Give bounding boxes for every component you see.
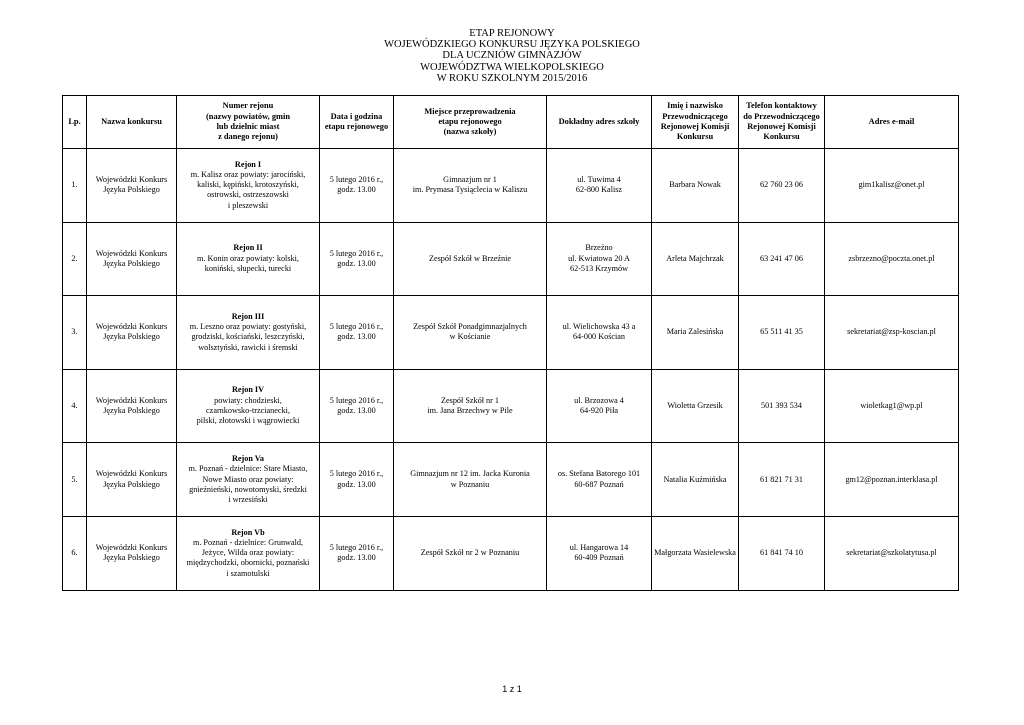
cell-lp: 1.	[63, 149, 87, 223]
cell-adres: Brzeźno ul. Kwiatowa 20 A 62-513 Krzymów	[547, 222, 652, 296]
cell-nazwa: Wojewódzki Konkurs Języka Polskiego	[87, 149, 177, 223]
header-telefon: Telefon kontaktowy do Przewodniczącego Rejonowej Komisji Konkursu	[739, 96, 825, 149]
cell-data: 5 lutego 2016 r., godz. 13.00	[320, 222, 394, 296]
cell-miejsce: Zespół Szkół w Brzeźnie	[394, 222, 547, 296]
cell-imie: Małgorzata Wasielewska	[652, 516, 739, 590]
cell-imie: Barbara Nowak	[652, 149, 739, 223]
contest-table	[62, 95, 959, 591]
title-line: ETAP REJONOWY	[469, 28, 555, 39]
table-row	[63, 296, 959, 370]
cell-data: 5 lutego 2016 r., godz. 13.00	[320, 369, 394, 443]
cell-adres: ul. Tuwima 4 62-800 Kalisz	[547, 149, 652, 223]
rejon-title: Rejon Vb	[231, 527, 265, 537]
title-line: DLA UCZNIÓW GIMNAZJÓW	[442, 50, 582, 62]
table-row	[63, 222, 959, 296]
cell-miejsce: Gimnazjum nr 12 im. Jacka Kuronia w Poznaniu	[394, 443, 547, 517]
cell-nazwa: Wojewódzki Konkurs Języka Polskiego	[87, 369, 177, 443]
cell-email: gm12@poznan.interklasa.pl	[825, 443, 959, 517]
document-title	[0, 28, 1024, 84]
header-adres: Dokładny adres szkoły	[547, 96, 652, 149]
rejon-title: Rejon II	[233, 243, 263, 253]
rejon-desc: m. Kalisz oraz powiaty: jarociński, kaliski, kępiński, krotoszyński, ostrowski, ostrzeszowski i pleszewski	[190, 169, 306, 210]
cell-data: 5 lutego 2016 r., godz. 13.00	[320, 516, 394, 590]
cell-email: gim1kalisz@onet.pl	[825, 149, 959, 223]
cell-miejsce: Zespół Szkół nr 2 w Poznaniu	[394, 516, 547, 590]
cell-miejsce: Zespół Szkół nr 1 im. Jana Brzechwy w Pile	[394, 369, 547, 443]
cell-telefon: 65 511 41 35	[739, 296, 825, 370]
cell-telefon: 61 841 74 10	[739, 516, 825, 590]
cell-nazwa: Wojewódzki Konkurs Języka Polskiego	[87, 296, 177, 370]
header-nazwa: Nazwa konkursu	[87, 96, 177, 149]
cell-nazwa: Wojewódzki Konkurs Języka Polskiego	[87, 222, 177, 296]
header-data: Data i godzina etapu rejonowego	[320, 96, 394, 149]
header-lp: Lp.	[63, 96, 87, 149]
rejon-title: Rejon Va	[231, 453, 265, 463]
page-number: 1 z 1	[502, 684, 522, 694]
cell-telefon: 501 393 534	[739, 369, 825, 443]
header-row	[63, 96, 959, 149]
cell-rejon	[177, 516, 320, 590]
cell-data: 5 lutego 2016 r., godz. 13.00	[320, 296, 394, 370]
cell-data: 5 lutego 2016 r., godz. 13.00	[320, 443, 394, 517]
header-imie: Imię i nazwisko Przewodniczącego Rejonowej Komisji Konkursu	[652, 96, 739, 149]
cell-imie: Wioletta Grzesik	[652, 369, 739, 443]
cell-email: sekretariat@szkolatytusa.pl	[825, 516, 959, 590]
cell-nazwa: Wojewódzki Konkurs Języka Polskiego	[87, 516, 177, 590]
title-line: WOJEWÓDZKIEGO KONKURSU JĘZYKA POLSKIEGO	[384, 39, 640, 51]
cell-imie: Arleta Majchrzak	[652, 222, 739, 296]
header-email: Adres e-mail	[825, 96, 959, 149]
cell-rejon	[177, 296, 320, 370]
cell-email: wioletkag1@wp.pl	[825, 369, 959, 443]
cell-email: zsbrzezno@poczta.onet.pl	[825, 222, 959, 296]
cell-rejon	[177, 149, 320, 223]
rejon-title: Rejon IV	[231, 385, 265, 395]
cell-lp: 5.	[63, 443, 87, 517]
cell-rejon	[177, 222, 320, 296]
table-row	[63, 149, 959, 223]
cell-email: sekretariat@zsp-koscian.pl	[825, 296, 959, 370]
rejon-desc: powiaty: chodzieski, czarnkowsko-trzcianecki, pilski, złotowski i wągrowiecki	[196, 395, 300, 426]
cell-lp: 4.	[63, 369, 87, 443]
cell-adres: os. Stefana Batorego 101 60-687 Poznań	[547, 443, 652, 517]
cell-miejsce: Zespół Szkół Ponadgimnazjalnych w Kościanie	[394, 296, 547, 370]
title-line: W ROKU SZKOLNYM 2015/2016	[436, 72, 588, 84]
cell-lp: 2.	[63, 222, 87, 296]
rejon-desc: m. Poznań - dzielnice: Stare Miasto, Nowe Miasto oraz powiaty: gnieźnieński, nowotomyski, średzki i wrzesiński	[188, 464, 308, 505]
cell-telefon: 62 760 23 06	[739, 149, 825, 223]
cell-data: 5 lutego 2016 r., godz. 13.00	[320, 149, 394, 223]
header-numer: Numer rejonu (nazwy powiatów, gmin lub dzielnic miast z danego rejonu)	[177, 96, 320, 149]
rejon-title: Rejon I	[234, 159, 262, 169]
rejon-desc: m. Leszno oraz powiaty: gostyński, grodziski, kościański, leszczyński, wolsztyński, rawicki i śremski	[189, 322, 307, 352]
table-row	[63, 443, 959, 517]
rejon-title: Rejon III	[231, 311, 265, 321]
cell-adres: ul. Hangarowa 14 60-409 Poznań	[547, 516, 652, 590]
cell-lp: 6.	[63, 516, 87, 590]
title-line: WOJEWÓDZTWA WIELKOPOLSKIEGO	[420, 61, 604, 73]
cell-lp: 3.	[63, 296, 87, 370]
table-row	[63, 516, 959, 590]
header-miejsce: Miejsce przeprowadzenia etapu rejonowego (nazwa szkoły)	[394, 96, 547, 149]
cell-adres: ul. Brzozowa 4 64-920 Piła	[547, 369, 652, 443]
cell-adres: ul. Wielichowska 43 a 64-000 Kościan	[547, 296, 652, 370]
rejon-desc: m. Poznań - dzielnice: Grunwald, Jeżyce, Wilda oraz powiaty: międzychodzki, obornicki, poznański i szamotulski	[186, 537, 310, 578]
cell-telefon: 63 241 47 06	[739, 222, 825, 296]
cell-rejon	[177, 443, 320, 517]
cell-nazwa: Wojewódzki Konkurs Języka Polskiego	[87, 443, 177, 517]
rejon-desc: m. Konin oraz powiaty: kolski, koniński, słupecki, turecki	[197, 253, 299, 274]
cell-imie: Natalia Kuźmińska	[652, 443, 739, 517]
cell-miejsce: Gimnazjum nr 1 im. Prymasa Tysiąclecia w Kaliszu	[394, 149, 547, 223]
cell-telefon: 61 821 71 31	[739, 443, 825, 517]
cell-rejon	[177, 369, 320, 443]
table-row	[63, 369, 959, 443]
cell-imie: Maria Zalesińska	[652, 296, 739, 370]
